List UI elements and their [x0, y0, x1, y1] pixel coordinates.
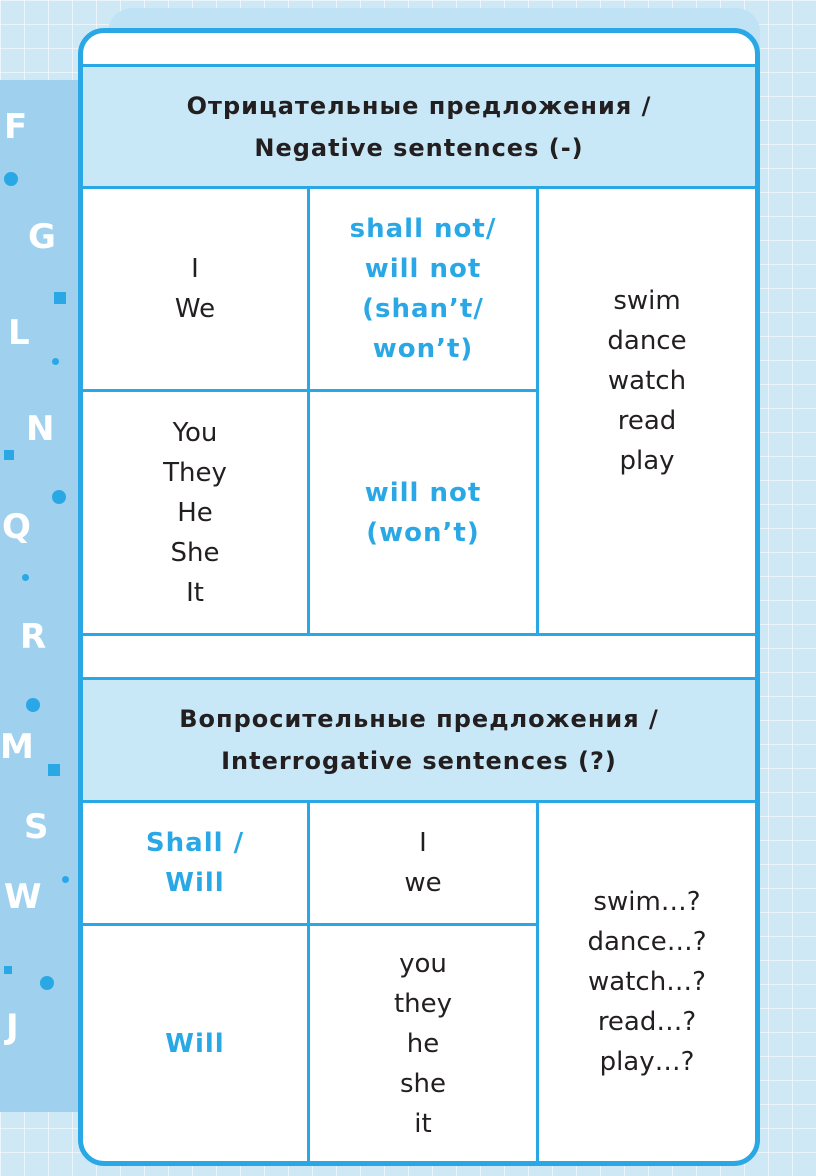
subject-text: I — [419, 828, 427, 858]
verb-text: play…? — [599, 1047, 695, 1077]
subject-text: He — [177, 497, 213, 528]
subject-text: we — [404, 868, 442, 898]
side-letter: L — [8, 313, 30, 353]
subject-text: You — [172, 417, 218, 448]
subject-text: he — [406, 1028, 440, 1059]
auxiliary-text: Will — [165, 1028, 225, 1059]
table-divider — [83, 633, 755, 636]
interrogative-title-en: Interrogative sentences (?) — [221, 747, 617, 775]
auxiliary-text: Shall / — [145, 828, 245, 858]
negative-verbs — [539, 189, 755, 633]
verb-text: watch — [607, 366, 687, 396]
side-letter: N — [26, 409, 55, 449]
decor-dot — [4, 172, 18, 186]
subject-text: We — [174, 294, 216, 324]
verb-text: read…? — [597, 1007, 697, 1037]
negative-row1-subjects — [83, 189, 307, 389]
negative-row1-auxiliary — [310, 189, 536, 389]
verb-text: watch…? — [588, 967, 706, 997]
subject-text: they — [393, 988, 453, 1019]
side-letter: S — [24, 807, 49, 847]
side-letter: F — [4, 107, 28, 147]
verb-text: swim — [613, 286, 681, 316]
grammar-table-card — [78, 28, 760, 1166]
auxiliary-text: Will — [165, 868, 225, 898]
interrogative-verbs — [539, 803, 755, 1161]
verb-text: play — [619, 446, 675, 476]
subject-text: She — [170, 537, 220, 568]
auxiliary-text: shall not/ — [349, 214, 497, 244]
side-decoration-strip — [0, 80, 80, 1112]
table-divider — [536, 800, 539, 1161]
table-divider — [83, 677, 755, 680]
subject-text: it — [414, 1108, 432, 1139]
table-divider — [83, 64, 755, 67]
interrogative-row2-auxiliary — [83, 926, 307, 1161]
side-letter: R — [20, 617, 47, 657]
decor-square — [4, 450, 14, 460]
verb-text: dance — [607, 326, 687, 356]
decor-dot — [22, 574, 29, 581]
interrogative-row2-subjects — [310, 926, 536, 1161]
auxiliary-text: (shan’t/ — [362, 294, 484, 324]
auxiliary-text: won’t) — [372, 334, 474, 364]
table-divider — [307, 800, 310, 1161]
side-letter: M — [0, 727, 34, 767]
auxiliary-text: (won’t) — [366, 517, 480, 548]
verb-text: read — [617, 406, 677, 436]
table-divider — [83, 186, 755, 189]
subject-text: you — [399, 948, 447, 979]
table-divider — [307, 186, 310, 636]
negative-row2-auxiliary — [310, 392, 536, 633]
side-letter: J — [6, 1007, 19, 1047]
negative-title-ru: Отрицательные предложения / — [186, 91, 652, 120]
decor-dot — [62, 876, 69, 883]
side-letter: Q — [2, 507, 31, 547]
subject-text: It — [186, 577, 204, 608]
side-letter: W — [4, 877, 42, 917]
decor-square — [48, 764, 60, 776]
decor-square — [4, 966, 12, 974]
interrogative-row1-subjects — [310, 803, 536, 923]
table-divider — [83, 800, 755, 803]
decor-dot — [26, 698, 40, 712]
auxiliary-text: will not — [364, 254, 482, 284]
grammar-table — [83, 33, 755, 1161]
subject-text: They — [163, 457, 227, 488]
decor-dot — [52, 490, 66, 504]
auxiliary-text: will not — [364, 477, 482, 508]
negative-row2-subjects — [83, 392, 307, 633]
verb-text: swim…? — [593, 887, 701, 917]
decor-square — [54, 292, 66, 304]
negative-title-en: Negative sentences (-) — [254, 133, 584, 162]
table-divider — [536, 186, 539, 636]
decor-dot — [40, 976, 54, 990]
subject-text: I — [191, 254, 199, 284]
interrogative-title-ru: Вопросительные предложения / — [179, 705, 659, 733]
interrogative-header — [83, 680, 755, 800]
decor-dot — [52, 358, 59, 365]
negative-header — [83, 67, 755, 186]
interrogative-row1-auxiliary — [83, 803, 307, 923]
side-letter: G — [28, 217, 56, 257]
subject-text: she — [399, 1068, 447, 1099]
verb-text: dance…? — [587, 927, 707, 957]
